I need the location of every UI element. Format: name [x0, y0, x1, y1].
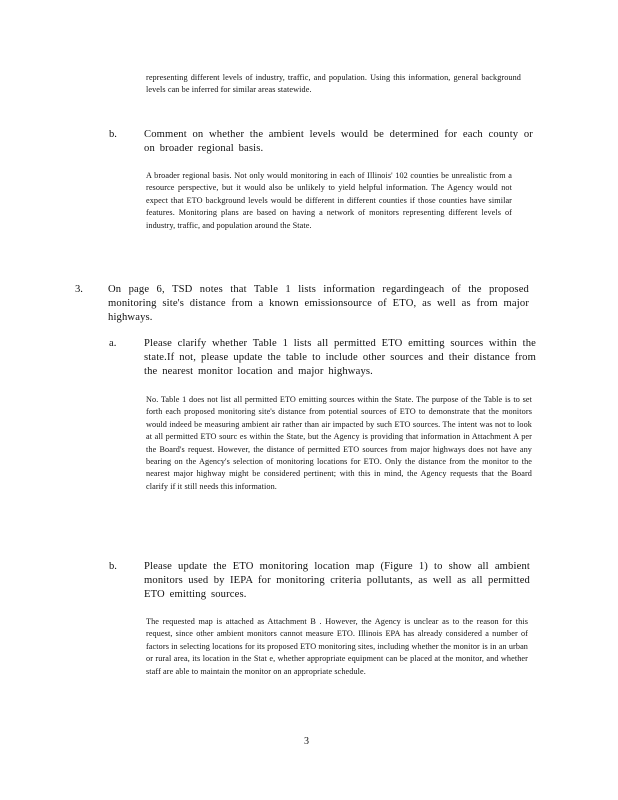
- answer-paragraph: representing different levels of industry, traffic, and population. Using this information, general background levels can be inferred for similar areas statewide.: [146, 73, 521, 95]
- question-text: On page 6, TSD notes that Table 1 lists information regardingeach of the proposed monitoring site's distance from a known emissionsource of ETO, as well as from major highways.: [108, 284, 529, 323]
- item-label: 3.: [75, 284, 83, 295]
- item-label: b.: [109, 129, 117, 140]
- answer-paragraph: The requested map is attached as Attachment B . However, the Agency is unclear as to the reason for this request, since other ambient monitors cannot measure ETO. Illinois EPA has already considered a number of factors in selecting locations for its proposed ETO monitoring sites, including whether the monitor is in an urban or rural area, its location in the Stat e, whether appropriate equipment can be placed at the monitor, and whether staff are able to maintain the monitor on an appropriate schedule.: [146, 617, 528, 676]
- question-text: Please clarify whether Table 1 lists all permitted ETO emitting sources within the state.If not, please update the table to include other sources and their distance from the nearest monitor location and major highways.: [144, 338, 536, 377]
- question-text: Comment on whether the ambient levels would be determined for each county or on broader regional basis.: [144, 129, 533, 154]
- answer-paragraph: No. Table 1 does not list all permitted ETO emitting sources within the State. The purpose of the Table is to set forth each proposed monitoring site's distance from potential sources of ETO to demonstrate that the monitors would indeed be measuring ambient air rather than air impacted by such ETO sources. The intent was not to look at all permitted ETO sourc es within the State, but the Agency is providing that information in Attachment A per the Board's request. However, the distance of permitted ETO sources from major highways does not have any bearing on the Agency's selection of monitoring locations for ETO. Only the distance from the monitor to the nearest major highway might be considered pertinent; with this in mind, the Agency requests that the Board clarify if it still needs this information.: [146, 395, 532, 491]
- answer-paragraph: A broader regional basis. Not only would monitoring in each of Illinois' 102 counties be unrealistic from a resource perspective, but it would also be unlikely to yield helpful information. The Agency would not expect that ETO background levels would be different in different counties if those counties have similar features. Monitoring plans are based on having a network of monitors representing different levels of industry, traffic, and population around the State.: [146, 171, 512, 230]
- page-number: 3: [304, 736, 309, 747]
- item-label: b.: [109, 561, 117, 572]
- item-label: a.: [109, 338, 117, 349]
- question-text: Please update the ETO monitoring location map (Figure 1) to show all ambient monitors used by IEPA for monitoring criteria pollutants, as well as all permitted ETO emitting sources.: [144, 561, 530, 600]
